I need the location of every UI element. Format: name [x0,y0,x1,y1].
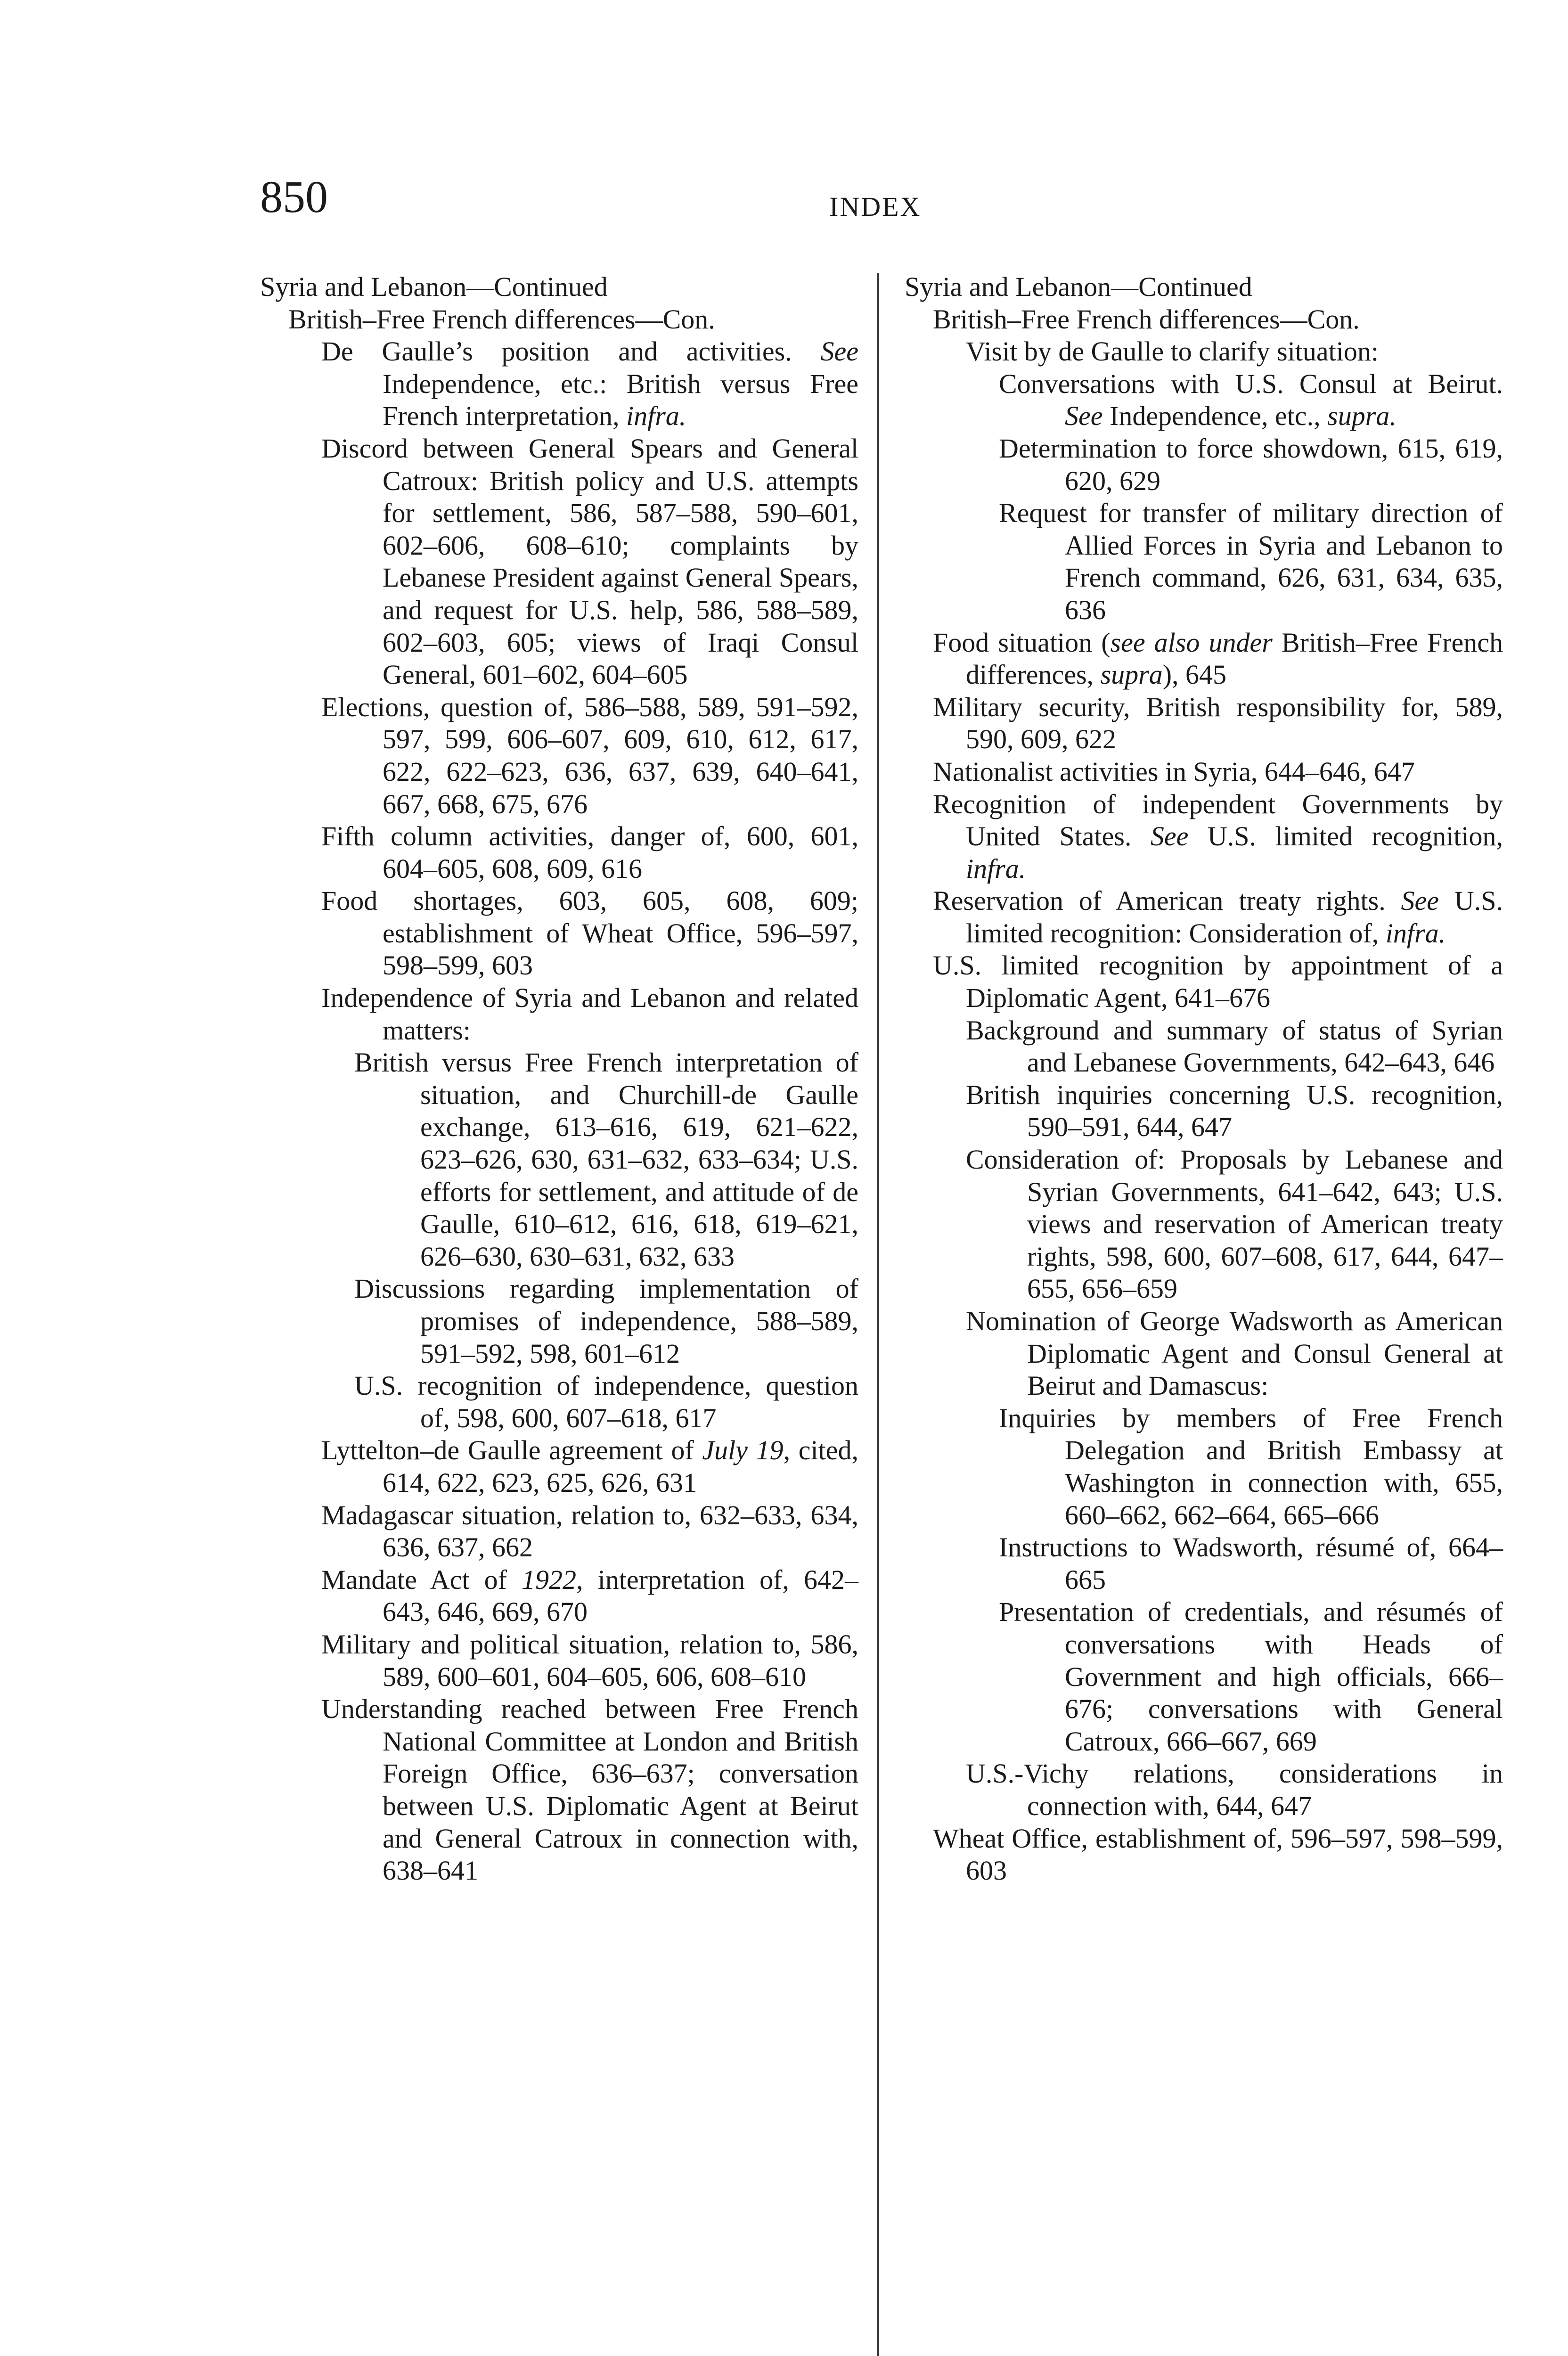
index-entry: Elections, question of, 586–588, 589, 591–592, 597, 599, 606–607, 609, 610, 612, 617, 622, 622–623, 636, 637, 639, 640–641, 667, 668, 675, 676 [321,691,858,819]
index-entry: Visit by de Gaulle to clarify situation: [966,336,1379,367]
index-entry: Madagascar situation, relation to, 632–633, 634, 636, 637, 662 [321,1499,858,1563]
index-entry: Conversations with U.S. Consul at Beirut. See Independence, etc., supra. [999,368,1503,432]
index-entry: Syria and Lebanon—Continued [260,271,608,302]
index-entry: Consideration of: Proposals by Lebanese and Syrian Governments, 641–642, 643; U.S. views and reservation of American treaty rights, 598, 600, 607–608, 617, 644, 647–655, 656–659 [966,1144,1503,1304]
index-entry: Military security, British responsibility for, 589, 590, 609, 622 [933,691,1503,755]
index-entry: Syria and Lebanon—Continued [905,271,1252,302]
index-entry: Recognition of independent Governments by United States. See U.S. limited recognition, infra. [933,788,1503,884]
index-entry: Wheat Office, establishment of, 596–597, 598–599, 603 [933,1823,1503,1886]
index-entry: Determination to force showdown, 615, 619, 620, 629 [999,433,1503,496]
index-entry: Food situation (see also under British–Free French differences, supra), 645 [933,627,1503,690]
index-entry: Presentation of credentials, and résumés of conversations with Heads of Government and high officials, 666–676; conversations with General Catroux, 666–667, 669 [999,1596,1503,1757]
page-number: 850 [260,172,328,222]
index-entry: Request for transfer of military direction of Allied Forces in Syria and Lebanon to French command, 626, 631, 634, 635, 636 [999,498,1503,625]
index-entry: British inquiries concerning U.S. recognition, 590–591, 644, 647 [966,1079,1503,1143]
index-entry: Independence of Syria and Lebanon and related matters: [321,982,858,1046]
index-entry: Nationalist activities in Syria, 644–646, 647 [933,756,1415,787]
column-divider [877,273,879,2356]
index-entry: Nomination of George Wadsworth as American Diplomatic Agent and Consul General at Beirut and Damascus: [966,1306,1503,1401]
running-head: INDEX [829,191,922,222]
index-entry: Reservation of American treaty rights. See U.S. limited recognition: Consideration of, infra. [933,885,1503,949]
index-entry: Fifth column activities, danger of, 600, 601, 604–605, 608, 609, 616 [321,821,858,884]
index-entry: Understanding reached between Free French National Committee at London and British Foreign Office, 636–637; conversation between U.S. Diplomatic Agent at Beirut and General Catroux in connection with, 638–641 [321,1693,858,1886]
index-entry: Lyttelton–de Gaulle agreement of July 19, cited, 614, 622, 623, 625, 626, 631 [321,1435,858,1498]
index-entry: British–Free French differences—Con. [288,303,715,335]
index-entry: U.S.-Vichy relations, considerations in connection with, 644, 647 [966,1758,1503,1821]
index-entry: Food shortages, 603, 605, 608, 609; establishment of Wheat Office, 596–597, 598–599, 603 [321,885,858,981]
index-entry: Discussions regarding implementation of promises of independence, 588–589, 591–592, 598, 601–612 [354,1273,858,1369]
index-entry: U.S. recognition of independence, question of, 598, 600, 607–618, 617 [354,1370,858,1433]
index-column-right [905,271,1503,1887]
index-entry: Discord between General Spears and General Catroux: British policy and U.S. attempts for settlement, 586, 587–588, 590–601, 602–606, 608–610; complaints by Lebanese President against General Spears, and request for U.S. help, 586, 588–589, 602–603, 605; views of Iraqi Consul General, 601–602, 604–605 [321,433,858,690]
index-column-left [260,271,858,1887]
index-entry: British versus Free French interpretation of situation, and Churchill-de Gaulle exchange, 613–616, 619, 621–622, 623–626, 630, 631–632, 633–634; U.S. efforts for settlement, and attitude of de Gaulle, 610–612, 616, 618, 619–621, 626–630, 630–631, 632, 633 [354,1047,858,1272]
index-entry: U.S. limited recognition by appointment of a Diplomatic Agent, 641–676 [933,950,1503,1014]
index-entry: Inquiries by members of Free French Delegation and British Embassy at Washington in connection with, 655, 660–662, 662–664, 665–666 [999,1402,1503,1530]
index-entry: Background and summary of status of Syrian and Lebanese Governments, 642–643, 646 [966,1014,1503,1078]
index-entry: Military and political situation, relation to, 586, 589, 600–601, 604–605, 606, 608–610 [321,1628,858,1692]
index-entry: De Gaulle’s position and activities. See Independence, etc.: British versus Free French interpretation, infra. [321,336,858,432]
index-entry: British–Free French differences—Con. [933,303,1360,335]
index-entry: Mandate Act of 1922, interpretation of, 642–643, 646, 669, 670 [321,1564,858,1628]
index-entry: Instructions to Wadsworth, résumé of, 664–665 [999,1532,1503,1595]
